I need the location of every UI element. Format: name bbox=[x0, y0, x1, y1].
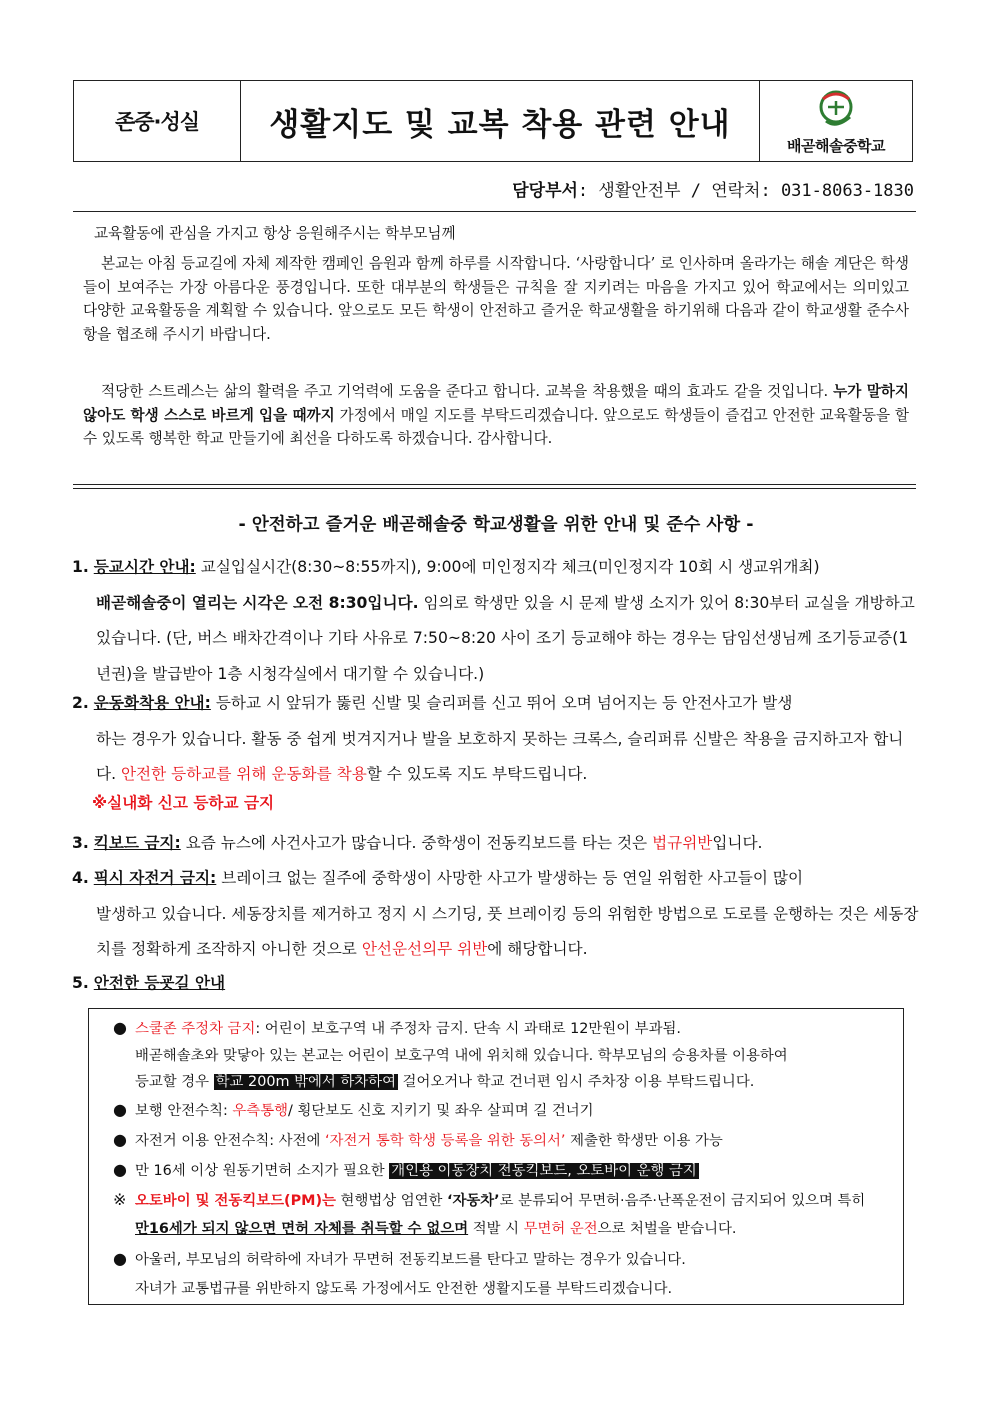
item-heading: 킥보드 금지: bbox=[93, 834, 181, 852]
bullet-icon: ● bbox=[113, 1100, 127, 1119]
section-title: - 안전하고 즐거운 배곧해솔중 학교생활을 위한 안내 및 준수 사항 - bbox=[238, 515, 754, 535]
letter-paragraph-2: 적당한 스트레스는 삶의 활력을 주고 기억력에 도움을 준다고 합니다. 교복을 착용했을 때의 효과도 같을 것입니다. 누가 말하지 않아도 학생 스스로 바르게 입을 때까지 가정에서 매일 지도를 부탁드리겠습니다. 앞으로도 학생들이 즐겁고 안전한 교육활동을 할 수 있도록 행복한 학교 만들기에 최선을 다하도록 하겠습니다. 감사합니다. bbox=[83, 383, 909, 448]
list-item-cont: 자녀가 교통법규를 위반하지 않도록 가정에서도 안전한 생활지도를 부탁드리겠습니다. bbox=[135, 1281, 673, 1297]
emphasis-text: 누가 말하지 않아도 학생 스스로 바르게 입을 때까지 bbox=[83, 383, 909, 424]
school-name: 배곧해솔중학교 bbox=[787, 136, 885, 155]
bullet-icon: ● bbox=[113, 1249, 127, 1268]
header-table bbox=[73, 80, 913, 162]
school-logo-icon bbox=[806, 87, 866, 133]
department-line bbox=[512, 176, 914, 201]
item-heading: 등교시간 안내: bbox=[93, 558, 196, 576]
slipper-note: ※실내화 신고 등하교 금지 bbox=[92, 794, 275, 812]
bullet-icon: ● bbox=[113, 1018, 127, 1037]
item-arrival-time: 1. 등교시간 안내: 교실입실시간(8:30~8:55까지), 9:00에 미인정지각 체크(미인정지각 10회 시 생교위개최) 배곧해솔중이 열리는 시각은 오전 8:30입니다. 임의로 학생만 있을 시 문제 발생 소지가 있어 8:30부터 교실을 개방하고 있습니다. (단, 버스 배차간격이나 기타 사유로 7:50~8:20 사이 조기 등교해야 하는 경우는 담임선생님께 조기등교증(1년권)을 발급받아 1층 시청각실에서 대기할 수 있습니다.) bbox=[72, 558, 915, 683]
item-sneakers: 2. 운동화착용 안내: 등하교 시 앞뒤가 뚫린 신발 및 슬리퍼를 신고 뛰어 오며 넘어지는 등 안전사고가 발생 하는 경우가 있습니다. 활동 중 쉽게 벗겨지거나 발을 보호하지 못하는 크록스, 슬리퍼류 신발은 착용을 금지하고자 합니다. 안전한 등하교를 위해 운동화를 착용할 수 있도록 지도 부탁드립니다. bbox=[72, 694, 904, 783]
item-fixie-bike: 4. 픽시 자전거 금지: 브레이크 없는 질주에 중학생이 사망한 사고가 발생하는 등 연일 위험한 사고들이 많이 발생하고 있습니다. 세동장치를 제거하고 정지 시 스기딩, 풋 브레이킹 등의 위험한 방법으로 도로를 운행하는 것은 세동장치를 정확하게 조작하지 아니한 것으로 안선운선의무 위반에 해당합니다. bbox=[72, 869, 919, 958]
letter-paragraph-1: 본교는 아침 등교길에 자체 제작한 캠페인 음원과 함께 하루를 시작합니다. ‘사랑합니다’ 로 인사하며 올라가는 해솔 계단은 학생들이 보여주는 가장 아름다운 풍경입니다. 또한 대부분의 학생들은 규칙을 잘 지키려는 마음을 가지고 있어 학교에서는 의미있고 다양한 교육활동을 계획할 수 있습니다. 앞으로도 모든 학생이 안전하고 즐거운 학교생활을 하기위해 다음과 같이 학교생활 준수사항을 협조해 주시기 바랍니다. bbox=[83, 255, 909, 343]
divider bbox=[73, 211, 916, 212]
bullet-icon: ● bbox=[113, 1130, 127, 1149]
note-mark: ※ bbox=[113, 1190, 127, 1209]
list-item: ● 보행 안전수칙: 우측통행/ 횡단보도 신호 지키기 및 좌우 살피며 길 건너기 bbox=[113, 1100, 594, 1119]
list-item: ● 만 16세 이상 원동기면허 소지가 필요한 개인용 이동장치 전동킥보드, 오토바이 운행 금지 bbox=[113, 1160, 697, 1179]
list-item: ● 자전거 이용 안전수칙: 사전에 ‘자전거 통학 학생 등록을 위한 동의서’ 제출한 학생만 이용 가능 bbox=[113, 1130, 723, 1149]
list-item: ※ 오토바이 및 전동킥보드(PM)는 현행법상 엄연한 ‘자동차’로 분류되어 무면허·음주·난폭운전이 금지되어 있으며 특히 bbox=[113, 1190, 866, 1209]
list-item-cont: 배곧해솔초와 맞닿아 있는 본교는 어린이 보호구역 내에 위치해 있습니다. 학부모님의 승용차를 이용하여 bbox=[135, 1048, 788, 1064]
bullet-icon: ● bbox=[113, 1160, 127, 1179]
item-heading: 운동화착용 안내: bbox=[93, 694, 211, 712]
item-heading: 안전한 등굣길 안내 bbox=[93, 974, 226, 992]
divider bbox=[73, 484, 916, 485]
school-motto: 존중·성실 bbox=[74, 81, 241, 161]
school-logo bbox=[760, 81, 912, 161]
list-item-cont: 만16세가 되지 않으면 면허 자체를 취득할 수 없으며 적발 시 무면허 운전으로 처벌을 받습니다. bbox=[135, 1221, 737, 1237]
item-heading: 픽시 자전거 금지: bbox=[93, 869, 217, 887]
safety-box bbox=[88, 1008, 904, 1305]
divider bbox=[73, 488, 916, 489]
list-item-cont: 등교할 경우 학교 200m 밖에서 하차하여 걸어오거나 학교 건너편 임시 주차장 이용 부탁드립니다. bbox=[135, 1074, 755, 1090]
letter-greeting: 교육활동에 관심을 가지고 항상 응원해주시는 학부모님께 bbox=[94, 225, 456, 242]
document-title: 생활지도 및 교복 착용 관련 안내 bbox=[241, 81, 760, 161]
item-kickboard: 3. 킥보드 금지: 요즘 뉴스에 사건사고가 많습니다. 중학생이 전동킥보드를 타는 것은 법규위반입니다. bbox=[72, 834, 763, 852]
item-safe-route: 5. 안전한 등굣길 안내 bbox=[72, 974, 226, 992]
list-item: ● 스쿨존 주정차 금지: 어린이 보호구역 내 주정차 금지. 단속 시 과태로 12만원이 부과됨. bbox=[113, 1018, 681, 1037]
department-label: 담당부서 bbox=[512, 181, 578, 201]
department-contact: : 생활안전부 / 연락처: 031-8063-1830 bbox=[577, 181, 914, 201]
list-item: ● 아울러, 부모님의 허락하에 자녀가 무면허 전동킥보드를 탄다고 말하는 경우가 있습니다. bbox=[113, 1249, 686, 1268]
